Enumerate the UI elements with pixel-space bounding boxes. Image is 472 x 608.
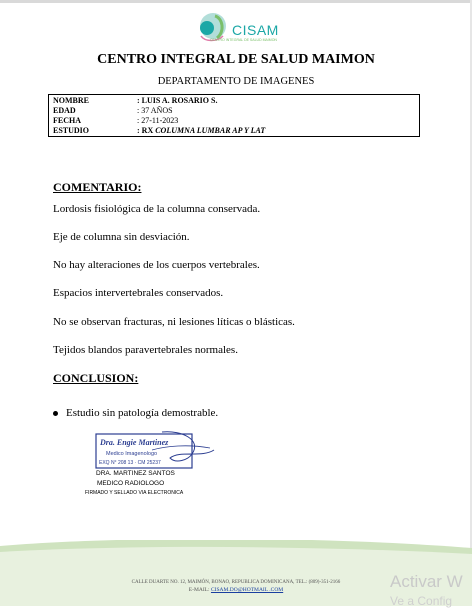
footer-address: CALLE DUARTE NO. 12, MAIMÓN, BONAO, REPUBLICA DOMINICANA, TEL.: (809)-351-2166 (131, 580, 341, 585)
date-label: FECHA (53, 116, 81, 125)
conclusion-heading: CONCLUSION: (53, 371, 139, 385)
center-title: CENTRO INTEGRAL DE SALUD MAIMON (97, 52, 375, 67)
age-value: : 37 AÑOS (137, 106, 173, 115)
age-label: EDAD (53, 106, 76, 115)
patient-info-box (48, 94, 420, 137)
conclusion-item (66, 407, 218, 419)
logo-subtext: CENTRO INTEGRAL DE SALUD MAIMON (210, 38, 277, 42)
email-label: E-MAIL: (188, 587, 211, 593)
conclusion-item-text: Estudio sin patología demostrable. (66, 407, 219, 419)
stamp-role: Medico Imagenologo (106, 451, 158, 457)
study-type: COLUMNA LUMBAR AP Y LAT (155, 126, 266, 135)
finding-item: Espacios intervertebrales conservados. (53, 287, 224, 299)
bullet-dot-icon (53, 411, 58, 416)
email-link[interactable]: CISAM.DO@HOTMAIL .COM (210, 587, 284, 593)
finding-item: No hay alteraciones de los cuerpos vertebrales. (53, 259, 260, 271)
study-value (137, 126, 265, 136)
finding-item: Lordosis fisiológica de la columna conservada. (53, 203, 261, 215)
stamp-name: Dra. Engie Martinez (100, 438, 169, 447)
doctor-role: MEDICO RADIOLOGO (97, 480, 165, 487)
signed-note: FIRMADO Y SELLADO VIA ELECTRONICA (85, 490, 184, 496)
department-title: DEPARTAMENTO DE IMAGENES (157, 76, 315, 87)
stamp-exq: EXQ N° 208 13 · CM 25237 (99, 460, 161, 466)
comment-heading: COMENTARIO: (53, 180, 142, 194)
finding-item: No se observan fracturas, ni lesiones líticas o blásticas. (53, 316, 295, 328)
activation-watermark: Activar W (390, 572, 463, 591)
date-value: : 27-11-2023 (137, 116, 179, 125)
name-value: : LUIS A. ROSARIO S. (137, 96, 218, 105)
finding-item: Eje de columna sin desviación. (53, 231, 190, 243)
name-label: NOMBRE (53, 96, 89, 105)
study-prefix: : RX (137, 126, 156, 135)
signature-stamp-icon (92, 428, 222, 472)
page-top-edge (0, 0, 472, 3)
logo-text: CISAM (232, 22, 279, 38)
doctor-name: DRA. MARTINEZ SANTOS (96, 470, 175, 477)
finding-item: Tejidos blandos paravertebrales normales. (53, 344, 238, 356)
activation-watermark-sub: Ve a Config (390, 594, 453, 608)
study-label: ESTUDIO (53, 126, 90, 135)
